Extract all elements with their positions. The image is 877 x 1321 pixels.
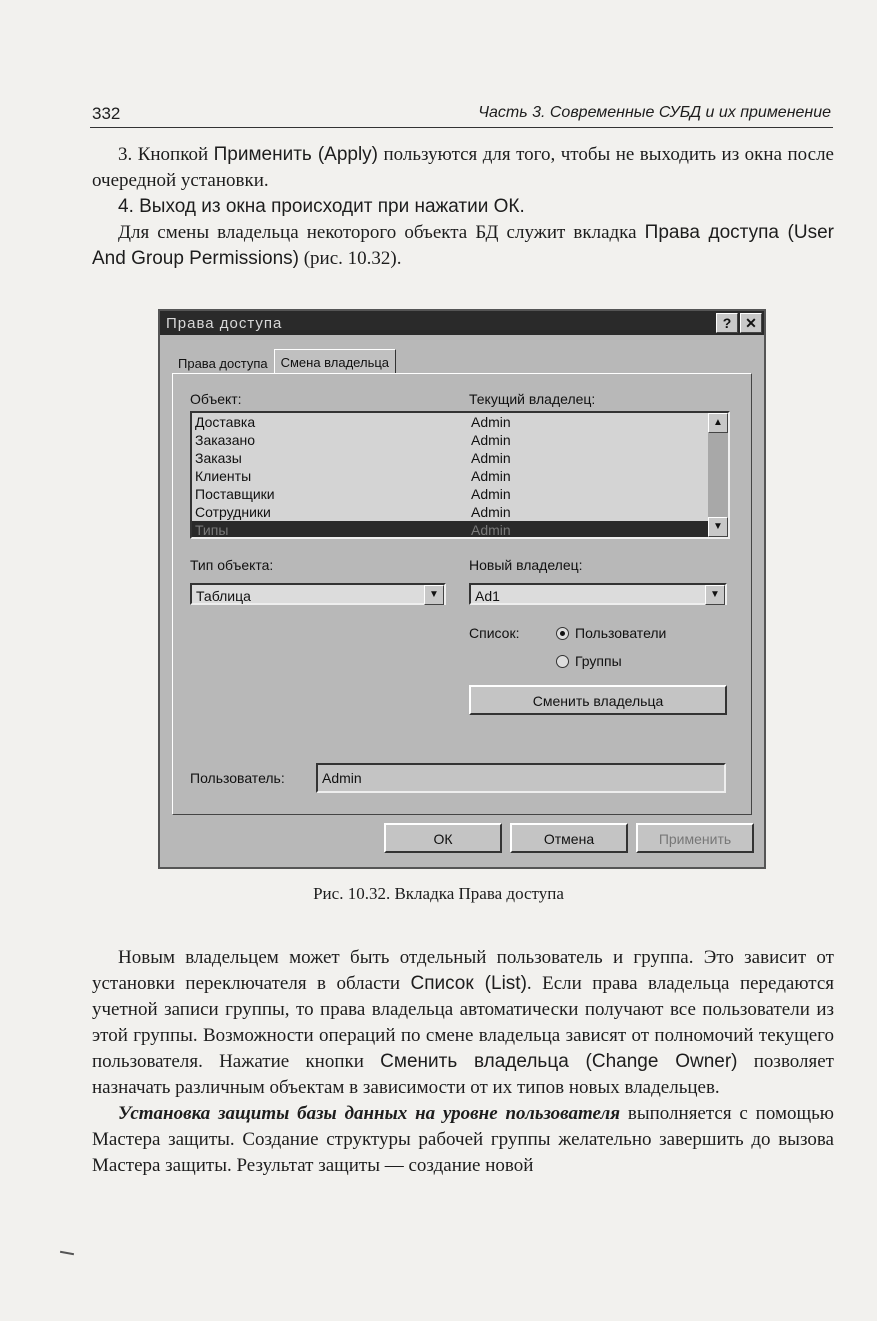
list-item-3: 3. Кнопкой Применить (Apply) пользуются для того, чтобы не выходить из окна после очередной установки. [92,144,834,191]
tab-permissions[interactable]: Права доступа [178,356,268,371]
radio-groups[interactable] [556,653,622,669]
scroll-down-icon[interactable]: ▼ [708,517,728,537]
object-list[interactable] [190,411,730,539]
body-paragraph-1: Новым владельцем может быть отдельный пользователь и группа. Это зависит от установки переключателя в области Список (List). Если права владельца передаются учетной записи группы, то права владельца автоматически получают все пользователи из этой группы. Возможности операций по смене владельца зависят от полномочий текущего пользователя. Нажатие кнопки Сменить владельца (Change Owner) позволяет назначать различным объектам в зависимости от их типов новых владельцев. [92,947,834,1098]
list-item-selected[interactable]: Типы Admin [192,521,728,539]
intro-paragraph: Для смены владельца некоторого объекта БД служит вкладка Права доступа (User And Group Permissions) (рис. 10.32). [92,222,834,269]
list-item[interactable]: Сотрудники Admin [195,504,511,520]
new-owner-select[interactable]: Ad1 ▼ [469,583,727,605]
user-label: Пользователь: [190,770,285,786]
chevron-down-icon[interactable]: ▼ [705,585,725,605]
list-item[interactable]: Заказано Admin [195,432,511,448]
page-number: 332 [92,104,121,123]
ok-button[interactable]: ОК [384,823,502,853]
list-item[interactable]: Поставщики Admin [195,486,511,502]
list-item[interactable]: Заказы Admin [195,450,511,466]
current-owner-label: Текущий владелец: [469,391,596,407]
dialog-title: Права доступа [166,314,283,332]
list-item[interactable]: Доставка Admin [195,414,511,430]
intro-text [92,142,834,272]
question-icon[interactable]: ? [716,313,738,333]
permissions-dialog [158,309,766,869]
scroll-up-icon[interactable]: ▲ [708,413,728,433]
apply-button[interactable]: Применить [636,823,754,853]
object-type-label: Тип объекта: [190,557,274,573]
body-text [92,945,834,1179]
radio-groups-label: Группы [575,653,622,669]
object-type-select[interactable]: Таблица ▼ [190,583,446,605]
object-label: Объект: [190,391,242,407]
tab-change-owner[interactable]: Смена владельца [274,349,396,374]
radio-users-label: Пользователи [575,625,667,641]
list-item-4: 4. Выход из окна происходит при нажатии ОК. [118,196,525,217]
list-scrollbar[interactable] [708,413,728,537]
figure-caption: Рис. 10.32. Вкладка Права доступа [313,884,564,903]
cancel-button[interactable]: Отмена [510,823,628,853]
running-head: Часть 3. Современные СУБД и их применение [478,104,831,121]
chevron-down-icon[interactable]: ▼ [424,585,444,605]
radio-users[interactable] [556,625,666,641]
change-owner-button[interactable]: Сменить владельца [469,685,727,715]
close-icon[interactable]: ✕ [740,313,762,333]
stray-mark [60,1251,74,1255]
list-label: Список: [469,625,520,641]
radio-selected-icon [556,627,569,640]
radio-empty-icon [556,655,569,668]
list-item[interactable]: Клиенты Admin [195,468,511,484]
user-field: Admin [316,763,726,793]
dialog-titlebar [160,311,764,335]
body-paragraph-2: Установка защиты базы данных на уровне пользователя выполняется с помощью Мастера защиты. Создание структуры рабочей группы желательно завершить до вызова Мастера защиты. Результат защиты — создание новой [92,1103,834,1176]
new-owner-label: Новый владелец: [469,557,583,573]
header-rule [90,127,833,128]
